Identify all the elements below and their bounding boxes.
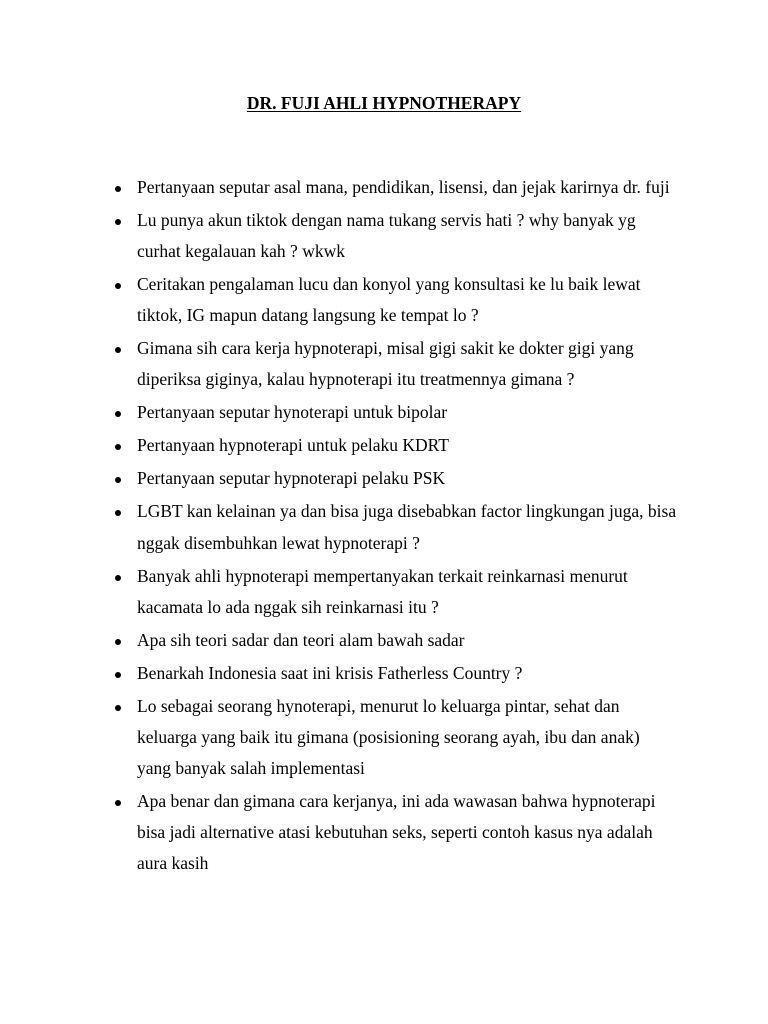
bullet-icon [115, 672, 121, 678]
list-item-text-line: Pertanyaan seputar asal mana, pendidikan, lisensi, dan jejak karirnya dr. fuji [137, 177, 670, 197]
document-title: DR. FUJI AHLI HYPNOTHERAPY [246, 93, 522, 113]
bullet-icon [115, 219, 121, 225]
list-item-text-line: nggak disembuhkan lewat hypnoterapi ? [137, 532, 420, 553]
list-item-text-line: LGBT kan kelainan ya dan bisa juga disebabkan factor lingkungan juga, bisa [137, 501, 677, 522]
list-item-text-line: aura kasih [137, 853, 209, 874]
list-item [0, 625, 768, 656]
bullet-icon [115, 639, 121, 645]
bullet-icon [115, 477, 121, 483]
list-item-text-line: Apa sih teori sadar dan teori alam bawah sadar [137, 629, 465, 650]
list-item-text-line: Pertanyaan seputar hynoterapi untuk bipolar [137, 402, 448, 423]
list-item-text-line: keluarga yang baik itu gimana (posisioning seorang ayah, ibu dan anak) [137, 726, 640, 747]
list-item [0, 496, 768, 558]
list-item [0, 269, 768, 331]
bullet-icon [115, 510, 121, 516]
bullet-icon [115, 186, 121, 192]
list-item-text-line: Lo sebagai seorang hynoterapi, menurut lo keluarga pintar, sehat dan [137, 695, 620, 716]
list-item [0, 397, 768, 428]
list-item-text-line: Gimana sih cara kerja hypnoterapi, misal gigi sakit ke dokter gigi yang [137, 338, 634, 359]
list-item [0, 691, 768, 784]
bullet-icon [115, 347, 121, 353]
list-item [0, 658, 768, 689]
list-item [0, 561, 768, 623]
list-item-text-line: curhat kegalauan kah ? wkwk [137, 241, 345, 262]
list-item-text-line: diperiksa giginya, kalau hypnoterapi itu treatmennya gimana ? [137, 369, 575, 390]
list-item-text-line: Banyak ahli hypnoterapi mempertanyakan terkait reinkarnasi menurut [137, 565, 628, 586]
question-list [0, 172, 768, 881]
list-item [0, 786, 768, 879]
list-item-text-line: Benarkah Indonesia saat ini krisis Fatherless Country ? [137, 662, 523, 683]
list-item [0, 172, 768, 203]
bullet-icon [115, 705, 121, 711]
bullet-icon [115, 575, 121, 581]
list-item-text-line: Pertanyaan seputar hypnoterapi pelaku PSK [137, 468, 446, 489]
list-item-text-line: yang banyak salah implementasi [137, 757, 365, 778]
list-item [0, 463, 768, 494]
bullet-icon [115, 283, 121, 289]
list-item-text-line: Lu punya akun tiktok dengan nama tukang servis hati ? why banyak yg [137, 210, 636, 230]
list-item-text-line: Pertanyaan hypnoterapi untuk pelaku KDRT [137, 435, 449, 456]
bullet-icon [115, 411, 121, 417]
list-item [0, 333, 768, 395]
list-item-text-line: Ceritakan pengalaman lucu dan konyol yang konsultasi ke lu baik lewat [137, 274, 641, 295]
list-item [0, 205, 768, 267]
list-item-text-line: Apa benar dan gimana cara kerjanya, ini ada wawasan bahwa hypnoterapi [137, 790, 656, 811]
list-item-text-line: tiktok, IG mapun datang langsung ke tempat lo ? [137, 305, 479, 326]
list-item-text-line: bisa jadi alternative atasi kebutuhan seks, seperti contoh kasus nya adalah [137, 822, 653, 843]
list-item-text-line: kacamata lo ada nggak sih reinkarnasi itu ? [137, 596, 439, 617]
bullet-icon [115, 800, 121, 806]
list-item [0, 430, 768, 461]
bullet-icon [115, 444, 121, 450]
